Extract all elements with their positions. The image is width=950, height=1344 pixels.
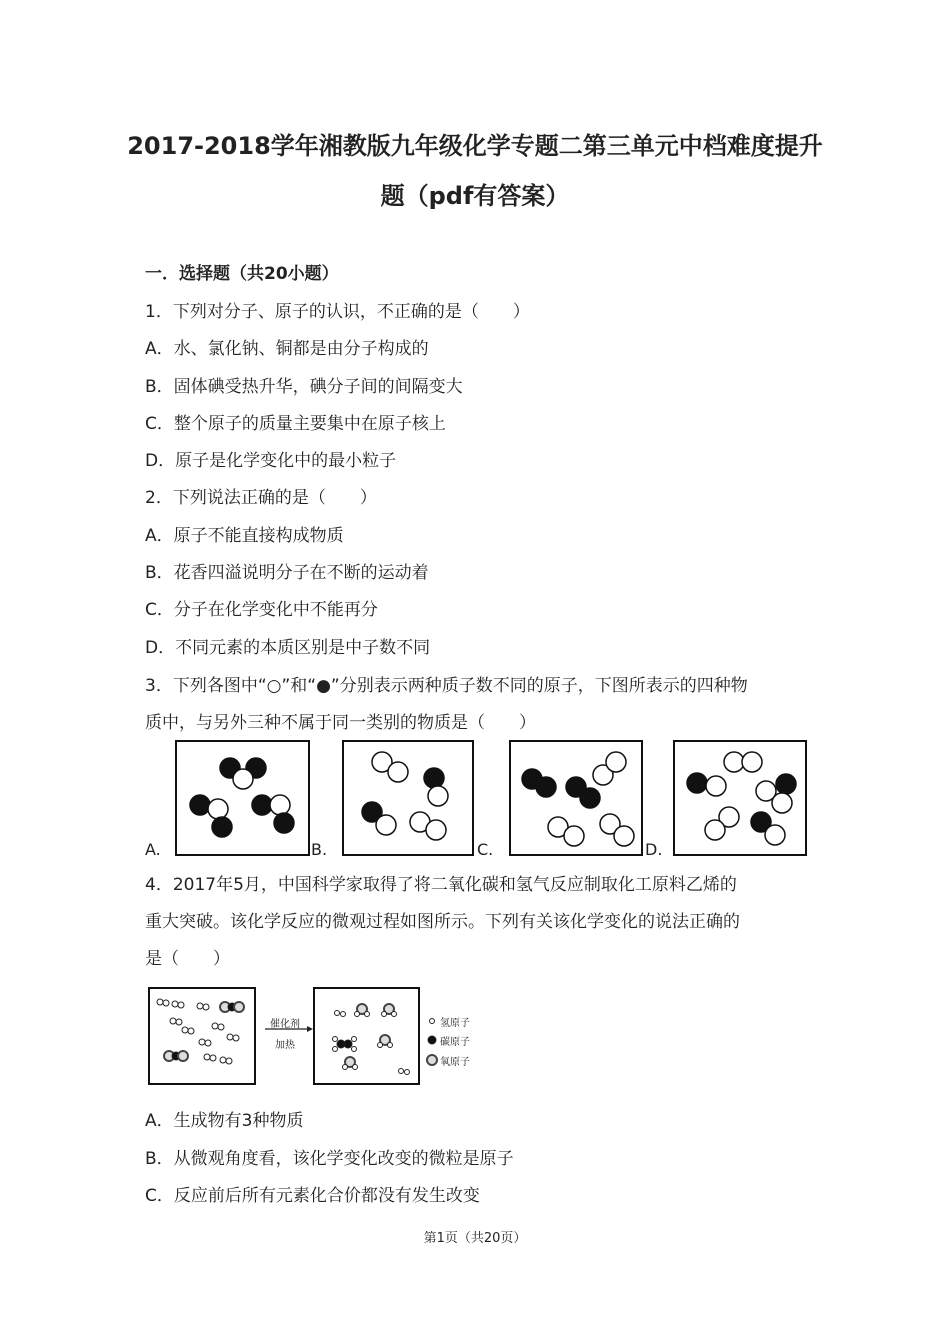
q1-option-a: A．水、氯化钠、铜都是由分子构成的 — [145, 339, 429, 359]
atom-black — [424, 768, 444, 788]
atom-black — [190, 795, 210, 815]
atom-black — [776, 774, 796, 794]
atom-black — [274, 813, 294, 833]
q3-stem-line1: 3．下列各图中“○”和“●”分别表示两种质子数不同的原子，下图所表示的四种物 — [145, 676, 748, 696]
q4-legend-oxygen: 氧原子 — [440, 1057, 470, 1068]
document-title-line1: 2017-2018学年湘教版九年级化学专题二第三单元中档难度提升 — [127, 132, 823, 160]
q3-label-b: B. — [311, 840, 328, 859]
atom-white — [208, 799, 228, 819]
atom-white — [428, 786, 448, 806]
q1-option-c: C．整个原子的质量主要集中在原子核上 — [145, 414, 446, 434]
q4-arrow-label-bottom: 加热 — [275, 1040, 295, 1051]
atom-white — [614, 826, 634, 846]
q1-stem: 1．下列对分子、原子的认识，不正确的是（ ） — [145, 302, 530, 322]
atom-white — [426, 820, 446, 840]
section-heading: 一．选择题（共20小题） — [145, 264, 339, 284]
atom-white — [706, 776, 726, 796]
q4-stem-line3: 是（ ） — [145, 949, 230, 969]
q4-arrow-label-top: 催化剂 — [270, 1019, 300, 1030]
q2-option-c: C．分子在化学变化中不能再分 — [145, 600, 378, 620]
q2-option-b: B．花香四溢说明分子在不断的运动着 — [145, 563, 429, 583]
atom-white — [270, 795, 290, 815]
q2-option-a: A．原子不能直接构成物质 — [145, 526, 344, 546]
q3-stem-line2: 质中，与另外三种不属于同一类别的物质是（ ） — [145, 713, 536, 733]
q4-stem-line1: 4．2017年5月，中国科学家取得了将二氧化碳和氢气反应制取化工原料乙烯的 — [145, 875, 737, 895]
atom-black — [252, 795, 272, 815]
atom-white — [765, 825, 785, 845]
atom-white — [388, 762, 408, 782]
q4-option-b: B．从微观角度看，该化学变化改变的微粒是原子 — [145, 1149, 514, 1169]
atom-black — [687, 773, 707, 793]
atom-black — [536, 777, 556, 797]
q4-option-a: A．生成物有3种物质 — [145, 1111, 304, 1131]
q4-legend-carbon: 碳原子 — [440, 1037, 470, 1048]
atom-white — [772, 793, 792, 813]
atom-white — [742, 752, 762, 772]
atom-black — [212, 817, 232, 837]
atom-white — [233, 769, 253, 789]
atom-white — [376, 815, 396, 835]
atom-black — [580, 788, 600, 808]
q4-stem-line2: 重大突破。该化学反应的微观过程如图所示。下列有关该化学变化的说法正确的 — [145, 912, 740, 932]
q1-option-b: B．固体碘受热升华，碘分子间的间隔变大 — [145, 377, 463, 397]
q3-label-d: D. — [645, 840, 663, 859]
q3-molecule-diagrams — [0, 735, 950, 865]
document-title-line2: 题（pdf有答案） — [380, 182, 570, 210]
q1-option-d: D．原子是化学变化中的最小粒子 — [145, 451, 397, 471]
q3-label-c: C. — [477, 840, 494, 859]
q4-option-c: C．反应前后所有元素化合价都没有发生改变 — [145, 1186, 480, 1206]
q2-option-d: D．不同元素的本质区别是中子数不同 — [145, 638, 431, 658]
q4-legend-hydrogen: 氢原子 — [440, 1018, 470, 1029]
q2-stem: 2．下列说法正确的是（ ） — [145, 488, 377, 508]
page-footer: 第1页（共20页） — [423, 1231, 527, 1246]
atom-white — [705, 820, 725, 840]
q3-label-a: A. — [145, 840, 161, 859]
atom-white — [724, 752, 744, 772]
atom-white — [564, 826, 584, 846]
atom-white — [606, 752, 626, 772]
